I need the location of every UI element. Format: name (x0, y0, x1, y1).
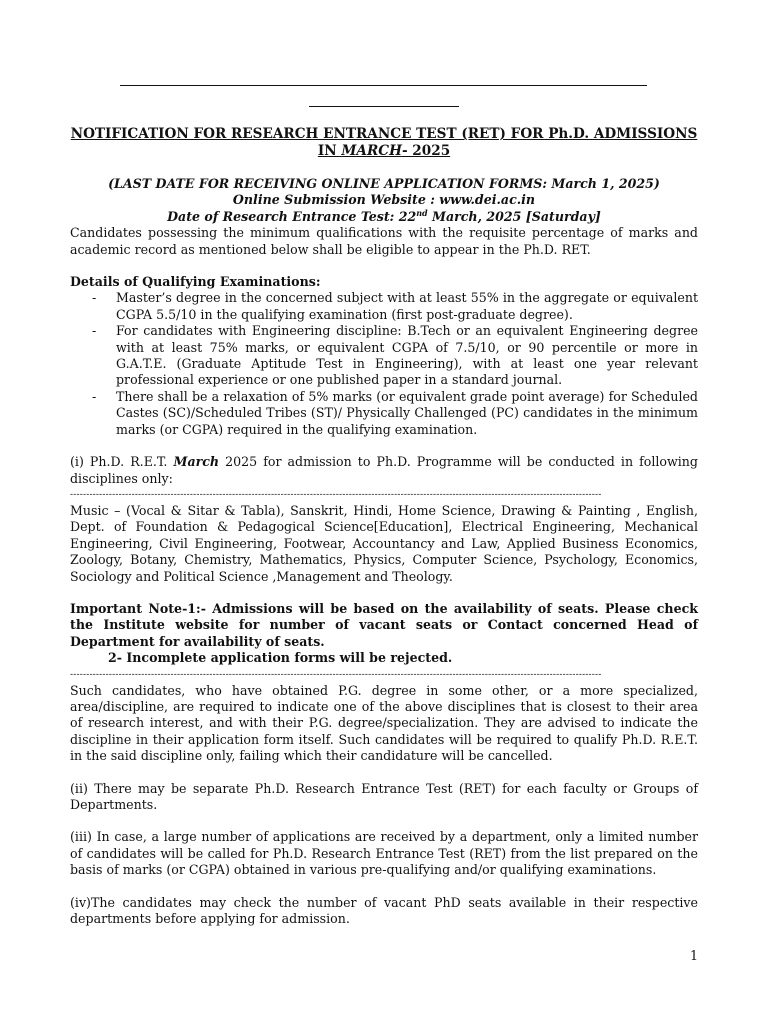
spacer (70, 258, 698, 274)
title-line-2 (70, 143, 698, 160)
qualifying-heading: Details of Qualifying Examinations: (70, 274, 321, 290)
section-iii: (iii) In case, a large number of applications are received by a department, only a limited number of candidates will be called for Ph.D. Research Entrance Test (RET) from the list prepared on the basis of marks (or CGPA) obtained in various pre-qualifying and/or qualifying examinations. (70, 829, 698, 878)
list-item: - There shall be a relaxation of 5% marks (or equivalent grade point average) for Scheduled Castes (SC)/Scheduled Tribes (ST)/ Physically Challenged (PC) candidates in the minimum marks (or CGPA) required in the qualifying examination. (70, 389, 698, 438)
spacer (70, 879, 698, 895)
spacer (70, 585, 698, 601)
section-ii: (ii) There may be separate Ph.D. Research Entrance Test (RET) for each faculty or Groups of Departments. (70, 780, 698, 812)
separator-line: -------------------------------------------------------------------------------------------------------------------------------------------------------------------- (70, 489, 602, 500)
last-date: (LAST DATE FOR RECEIVING ONLINE APPLICATION FORMS: March 1, 2025) (108, 176, 660, 191)
spacer (70, 765, 698, 781)
title-month: MARCH (341, 143, 402, 159)
section-i-month: March (173, 454, 220, 470)
separator-line: -------------------------------------------------------------------------------------------------------------------------------------------------------------------- (70, 669, 602, 680)
header-rule-short (309, 106, 459, 107)
list-item: - For candidates with Engineering discipline: B.Tech or an equivalent Engineering degree with at least 75% marks, or equivalent CGPA of 7.5/10, or 90 percentile or more in G.A.T.E. (Graduate Aptitude Test in Engineering), with at least one year relevant professional experience or one published paper in a standard journal. (70, 323, 698, 389)
test-date-sup: nd (416, 207, 428, 218)
important-note-2: 2- Incomplete application forms will be rejected. (108, 650, 453, 666)
test-date-line (70, 209, 698, 225)
important-note-1: Important Note-1:- Admissions will be based on the availability of seats. Please check the Institute website for number of vacant seats or Contact concerned Head of Department for availability of seats. (70, 600, 698, 649)
title-line-2-pre: IN (317, 143, 342, 159)
list-item: - Master’s degree in the concerned subject with at least 55% in the aggregate or equivalent CGPA 5.5/10 in the qualifying examination (first post-graduate degree). (70, 290, 698, 323)
test-date-post: March, 2025 [Saturday] (427, 208, 601, 224)
section-iv: (iv)The candidates may check the number of vacant PhD seats available in their respective departments before applying for admission. (70, 894, 698, 927)
spacer (70, 160, 698, 176)
title-line-1: NOTIFICATION FOR RESEARCH ENTRANCE TEST (RET) FOR Ph.D. ADMISSIONS (70, 126, 698, 142)
spacer (70, 813, 698, 829)
title-line-2-post: - 2025 (401, 143, 451, 159)
page-title (70, 126, 698, 160)
header-rule-long (120, 85, 647, 86)
document-body (70, 126, 698, 927)
qualifying-list (70, 290, 698, 438)
section-i (70, 454, 698, 487)
spacer (70, 438, 698, 454)
test-date-pre: Date of Research Entrance Test: 22 (167, 208, 417, 224)
section-i-post: 2025 for admission to Ph.D. Programme will be conducted in following disciplines only: (70, 454, 698, 486)
disciplines-paragraph: Music – (Vocal & Sitar & Tabla), Sanskrit, Hindi, Home Science, Drawing & Painting , English, Dept. of Foundation & Pedagogical Science[Education], Electrical Engineering, Mechanical Engineering, Civil Engineering, Footwear, Accountancy and Law, Applied Business Economics, Zoology, Botany, Chemistry, Mathematics, Physics, Computer Science, Psychology, Economics, Sociology and Political Science ,Management and Theology. (70, 502, 698, 584)
pg-degree-paragraph: Such candidates, who have obtained P.G. degree in some other, or a more specialized, area/discipline, are required to indicate one of the above disciplines that is closest to their area of research interest, and with their P.G. degree/specialization. They are advised to indicate the discipline in their application form itself. Such candidates will be required to qualify Ph.D. R.E.T. in the said discipline only, failing which their candidature will be cancelled. (70, 682, 698, 764)
website-line: Online Submission Website : www.dei.ac.in (232, 192, 536, 208)
section-i-pre: (i) Ph.D. R.E.T. (70, 454, 174, 470)
intro-paragraph: Candidates possessing the minimum qualifications with the requisite percentage of marks and academic record as mentioned below shall be eligible to appear in the Ph.D. RET. (70, 225, 698, 257)
page-number: 1 (689, 948, 698, 963)
